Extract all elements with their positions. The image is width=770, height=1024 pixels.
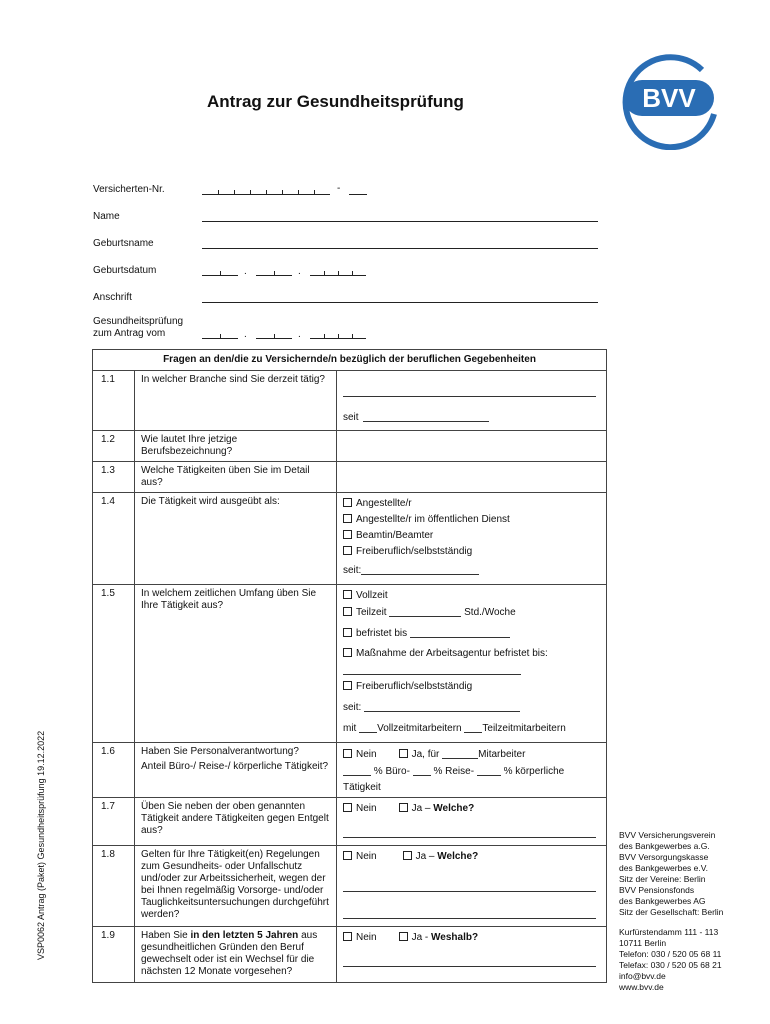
option-label: Ja – [411,803,434,814]
mit-label: mit [343,723,357,734]
table-row [93,462,607,493]
question-number: 1.9 [93,927,135,983]
checkbox[interactable] [343,498,352,507]
option-angestellte-oeffentlich[interactable] [343,514,600,526]
table-row [93,927,607,983]
checkbox[interactable] [343,681,352,690]
buero-input[interactable] [343,765,371,776]
dash-separator: - [337,183,341,194]
option-label: Nein [356,932,377,943]
vollzeit-anzahl-input[interactable] [359,722,377,733]
option-label: Freiberuflich/selbstständig [356,546,473,557]
checkbox[interactable] [399,803,408,812]
option-vollzeit[interactable] [343,590,600,602]
option-label: befristet bis [356,628,408,639]
koerper-input[interactable] [477,765,501,776]
option-nein[interactable] [343,749,377,760]
date-dot: . [244,266,247,277]
option-label: Angestellte/r [356,498,412,509]
question-text: Gelten für Ihre Tätigkeit(en) Regelungen zum Gesundheits- oder Unfallschutz und/oder zur Arbeitssicherheit, wegen der bei Ihnen regelmäßig Vorsorge- und/oder Tauglichkeitsuntersuchungen durchgeführt werden? [135,846,337,927]
option-label: Ja – [415,851,438,862]
answer-cell[interactable] [337,462,607,493]
table-header-row [93,350,607,371]
anschrift-label: Anschrift [93,292,132,303]
geburtsdatum-label: Geburtsdatum [93,265,157,276]
website-link[interactable]: www.bvv.de [619,982,664,992]
checkbox[interactable] [343,803,352,812]
name-field[interactable] [202,221,598,222]
question-text: Welche Tätigkeiten üben Sie im Detail aus? [135,462,337,493]
org-line: des Bankgewerbes a.G. [619,841,710,851]
table-header: Fragen an den/die zu Versichernde/n bezüglich der beruflichen Gegebenheiten [93,350,607,371]
welche-label: Welche? [433,803,475,814]
question-number: 1.5 [93,585,135,743]
answer-cell [337,493,607,585]
seit-label: seit [343,412,359,423]
company-info [619,830,759,1002]
option-angestellte[interactable] [343,498,600,510]
date-dot: . [298,266,301,277]
checkbox[interactable] [343,628,352,637]
koerper-label: % körperliche [503,766,565,777]
option-ja[interactable] [399,932,479,943]
email-link[interactable]: info@bvv.de [619,971,666,981]
geburtsname-label: Geburtsname [93,238,154,249]
option-ja[interactable] [399,749,526,760]
question-text: In welchem zeitlichen Umfang üben Sie Ihre Tätigkeit aus? [135,585,337,743]
option-nein[interactable] [343,803,377,814]
phone: Telefon: 030 / 520 05 68 11 [619,949,722,959]
contact-info [619,927,759,993]
option-befristet[interactable] [343,627,600,640]
seit-label: seit: [343,702,362,713]
document-code: VSP0062 Antrag (Paket) Gesundheitsprüfung 19.12.2022 [36,730,46,960]
answer-cell [337,371,607,431]
question-number: 1.8 [93,846,135,927]
antrag-label-line1: Gesundheitsprüfung [93,316,184,327]
checkbox[interactable] [343,530,352,539]
checkbox[interactable] [343,749,352,758]
buero-label: % Büro- [373,766,410,777]
option-label: Nein [356,851,377,862]
mitarbeiter-anzahl-input[interactable] [442,748,478,759]
checkbox[interactable] [399,749,408,758]
questions-table [92,349,607,983]
option-beamter[interactable] [343,530,600,542]
option-label: Nein [356,749,377,760]
option-label: Angestellte/r im öffentlichen Dienst [356,514,510,525]
org-line: BVV Versicherungsverein [619,830,716,840]
question-text: In welcher Branche sind Sie derzeit tätig? [135,371,337,431]
option-nein[interactable] [343,851,377,862]
option-freiberuflich[interactable] [343,546,600,558]
anschrift-field[interactable] [202,302,598,303]
branche-input[interactable] [343,374,596,397]
question-text-part1: Haben Sie Personalverantwortung? [141,746,299,757]
befristet-input[interactable] [410,627,510,638]
reise-label: % Reise- [433,766,475,777]
option-nein[interactable] [343,932,377,943]
geburtsname-field[interactable] [202,248,598,249]
org-line: des Bankgewerbes e.V. [619,863,708,873]
table-row [93,743,607,798]
question-text-part2: Anteil Büro-/ Reise-/ körperliche Tätigkeit? [141,761,329,772]
answer-cell [337,798,607,846]
table-row [93,493,607,585]
welche-input[interactable] [343,819,596,838]
fax: Telefax: 030 / 520 05 68 21 [619,960,722,970]
option-label: Ja, für [411,749,440,760]
option-label: Vollzeit [356,590,388,601]
checkbox[interactable] [403,851,412,860]
option-label: Teilzeit [356,607,387,618]
seit-label: seit: [343,565,362,576]
antrag-vom-label [93,316,183,340]
page-title: Antrag zur Gesundheitsprüfung [207,92,464,111]
org-line: BVV Pensionsfonds [619,885,695,895]
stunden-input[interactable] [389,606,461,617]
table-row [93,431,607,462]
mitarbeiter-label: Mitarbeiter [478,749,526,760]
taetigkeit-label: Tätigkeit [343,782,381,793]
weshalb-input[interactable] [343,948,596,967]
question-number: 1.6 [93,743,135,798]
table-row [93,371,607,431]
org-line: BVV Versorgungskasse [619,852,709,862]
checkbox[interactable] [343,607,352,616]
option-teilzeit[interactable] [343,606,600,619]
answer-cell[interactable] [337,431,607,462]
option-freiberuflich[interactable] [343,681,600,693]
checkbox[interactable] [343,590,352,599]
answer-cell [337,846,607,927]
question-text-bold: in den letzten 5 Jahren [190,930,299,941]
table-row [93,846,607,927]
option-label: Ja - [411,932,432,943]
welche-input-line2[interactable] [343,896,596,919]
answer-cell [337,927,607,983]
massnahme-input[interactable] [343,664,521,675]
company-names [619,830,759,918]
name-label: Name [93,211,120,222]
question-number: 1.4 [93,493,135,585]
option-ja[interactable] [399,803,475,814]
bvv-logo [614,52,720,150]
reise-input[interactable] [413,765,431,776]
question-text: Üben Sie neben der oben genannten Tätigkeit andere Tätigkeiten gegen Entgelt aus? [135,798,337,846]
option-massnahme[interactable] [343,648,600,660]
checkbox[interactable] [343,546,352,555]
question-number: 1.1 [93,371,135,431]
checkbox[interactable] [343,514,352,523]
option-label: Freiberuflich/selbstständig [356,681,473,692]
question-text-part: Haben Sie [141,930,191,941]
table-row [93,585,607,743]
std-woche-label: Std./Woche [464,607,516,618]
option-label: Maßnahme der Arbeitsagentur befristet bis: [356,648,548,659]
checkbox[interactable] [343,648,352,657]
seit-input[interactable] [364,701,520,712]
question-number: 1.2 [93,431,135,462]
seit-input[interactable] [363,411,489,422]
answer-cell [337,585,607,743]
checkbox[interactable] [343,932,352,941]
address-line: Kurfürstendamm 111 - 113 [619,927,719,937]
antrag-label-line2: zum Antrag vom [93,328,166,339]
address-line: 10711 Berlin [619,938,667,948]
checkbox[interactable] [399,932,408,941]
checkbox[interactable] [343,851,352,860]
seit-input[interactable] [361,564,479,575]
vollzeitmitarbeitern-label: Vollzeitmitarbeitern [377,723,462,734]
option-label: Nein [356,803,377,814]
question-text: Die Tätigkeit wird ausgeübt als: [135,493,337,585]
org-line: Sitz der Gesellschaft: Berlin [619,907,724,917]
table-row [93,798,607,846]
teilzeit-anzahl-input[interactable] [464,722,482,733]
question-text: Wie lautet Ihre jetzige Berufsbezeichnung? [135,431,337,462]
org-line: des Bankgewerbes AG [619,896,706,906]
logo-text: BVV [642,83,696,113]
org-line: Sitz der Vereine: Berlin [619,874,706,884]
date-dot: . [298,329,301,340]
date-dot: . [244,329,247,340]
question-text [135,927,337,983]
question-number: 1.7 [93,798,135,846]
welche-label: Welche? [437,851,479,862]
option-ja[interactable] [403,851,479,862]
teilzeitmitarbeitern-label: Teilzeitmitarbeitern [482,723,566,734]
question-text-part: aus gesundheitlichen Gründen den Beruf gewechselt oder ist ein Wechsel für die nächsten 12 Monate vorgesehen? [141,930,318,977]
welche-input-line1[interactable] [343,867,596,892]
option-label: Beamtin/Beamter [356,530,434,541]
versicherten-nr-label: Versicherten-Nr. [93,184,165,195]
answer-cell [337,743,607,798]
weshalb-label: Weshalb? [431,932,479,943]
question-text [135,743,337,798]
question-number: 1.3 [93,462,135,493]
